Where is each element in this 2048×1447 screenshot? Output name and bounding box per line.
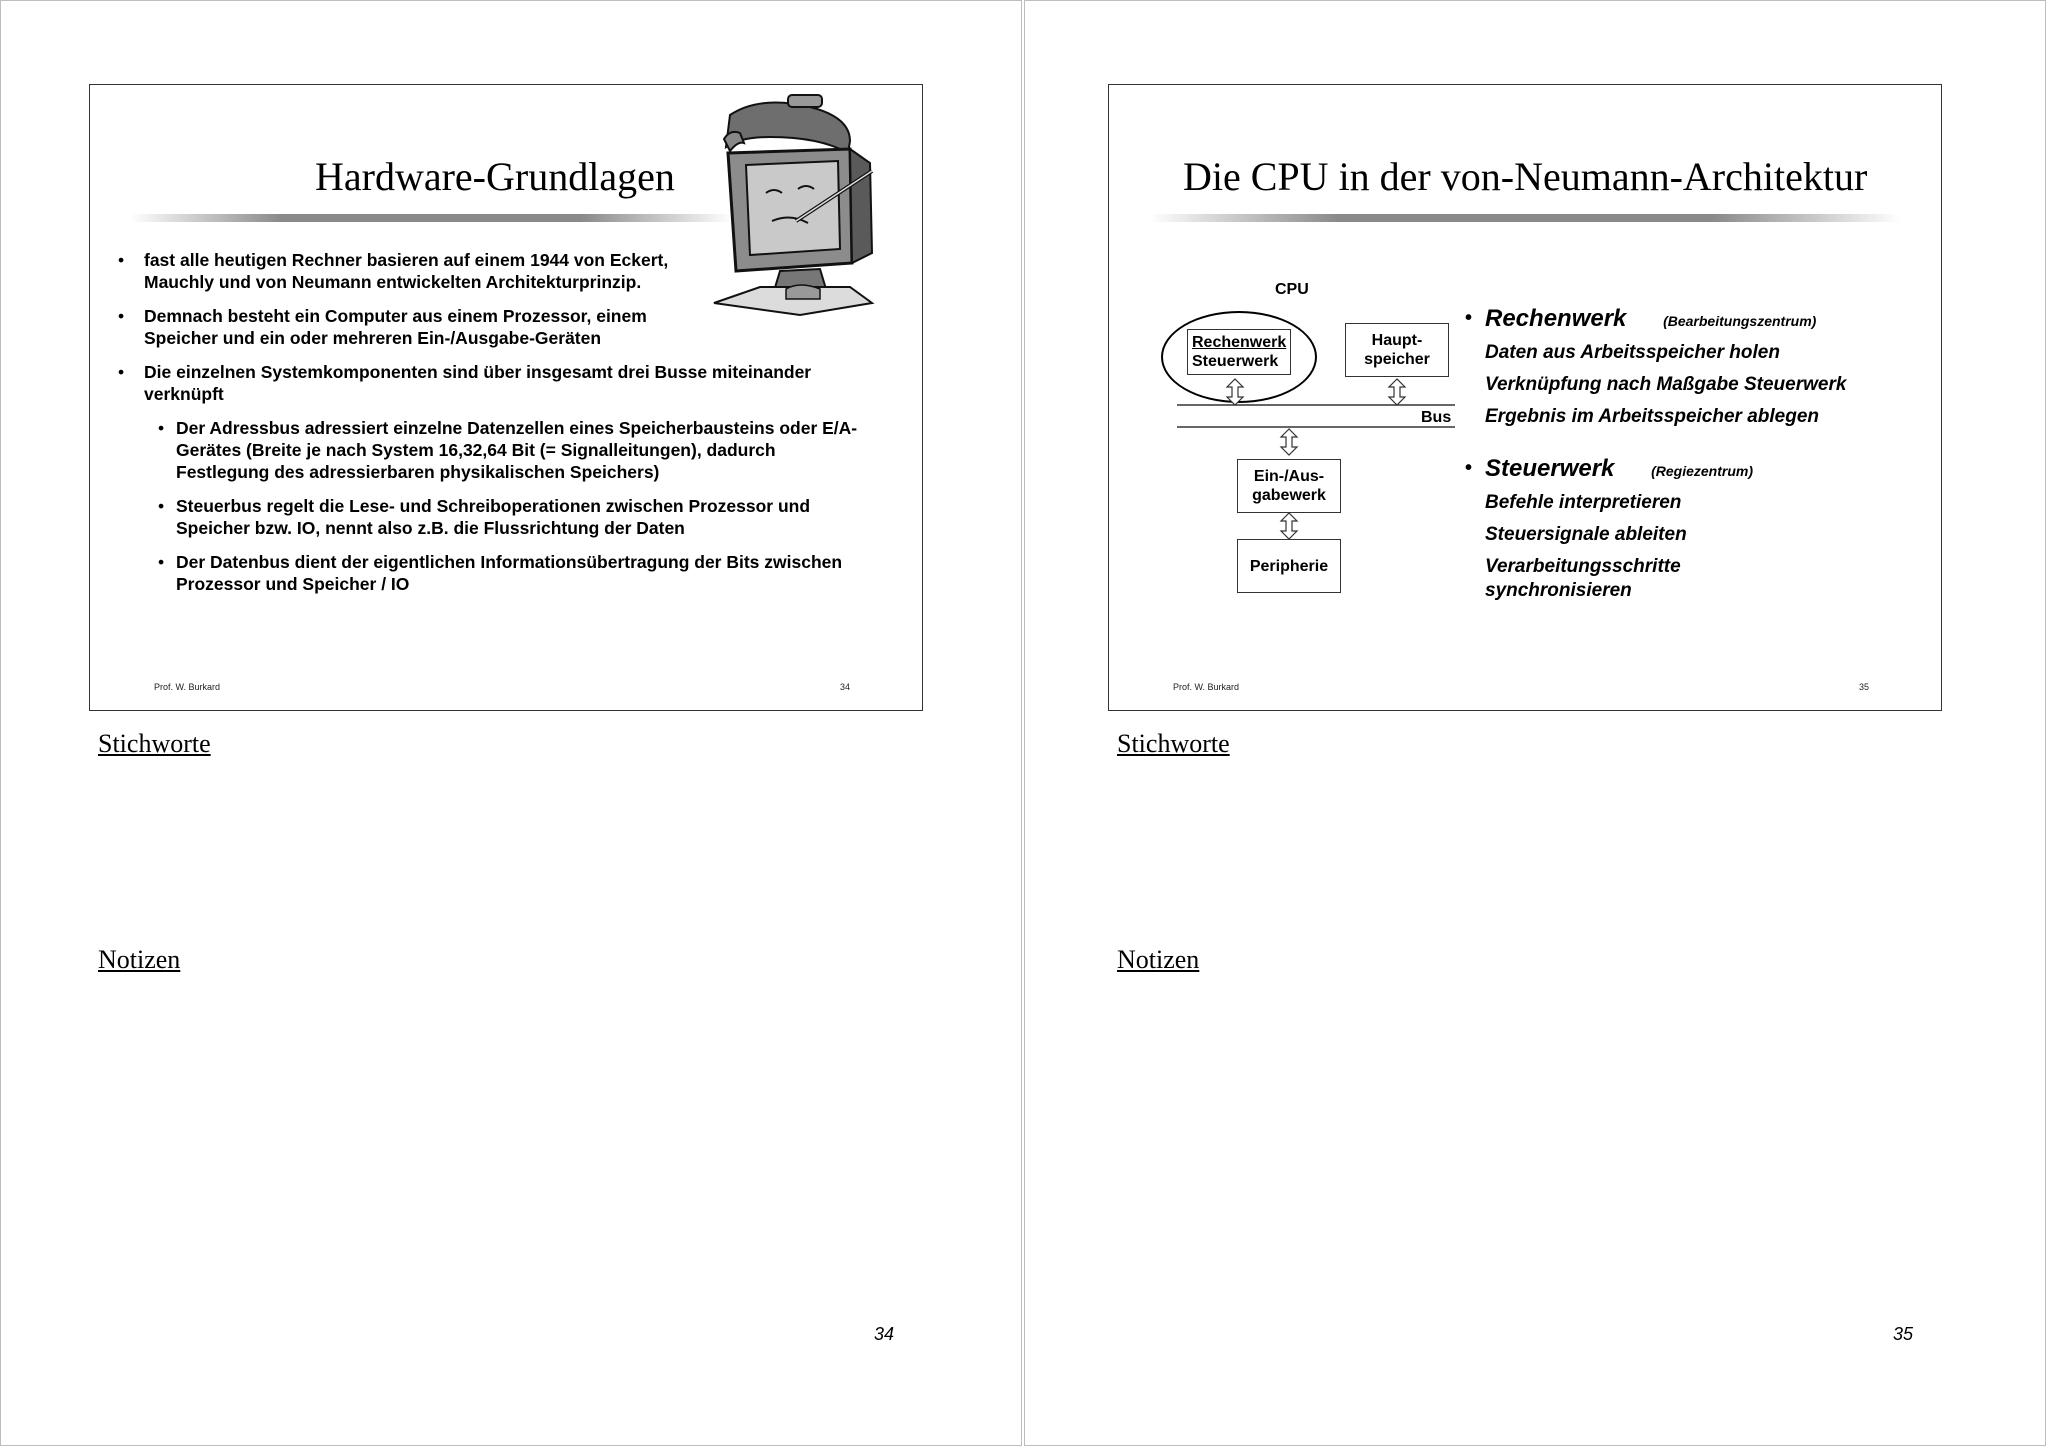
notizen-label: Notizen: [1117, 945, 1200, 974]
notizen-label: Notizen: [98, 945, 181, 974]
stichworte-label: Stichworte: [98, 729, 211, 758]
bus-label: Bus: [1421, 409, 1452, 426]
slide-cpu-von-neumann: [1108, 84, 1942, 711]
steuerwerk-heading: [1465, 455, 1925, 483]
steuerwerk-note: (Regiezentrum): [1651, 463, 1753, 479]
cpu-description: [1465, 305, 1925, 611]
sub-bullet-item: • Steuerbus regelt die Lese- und Schreiboperationen zwischen Prozessor und Speicher bzw. IO, nennt also z.B. die Flussrichtung der Daten: [158, 495, 866, 539]
steuerwerk-line: Verarbeitungsschritte synchronisieren: [1485, 556, 1681, 601]
handout-page-right: [1024, 0, 2046, 1446]
title-divider: [130, 214, 732, 222]
ein-ausgabewerk-box: Ein-/Aus- gabewerk: [1237, 459, 1341, 513]
cpu-label: CPU: [1275, 281, 1309, 298]
slide-title: Die CPU in der von-Neumann-Architektur: [1183, 154, 1868, 199]
title-divider: [1149, 214, 1901, 222]
rechenwerk-line: Daten aus Arbeitsspeicher holen: [1485, 342, 1780, 363]
steuerwerk-label: Steuerwerk: [1192, 353, 1279, 370]
slide-hardware-grundlagen: [89, 84, 923, 711]
steuerwerk-line: Befehle interpretieren: [1485, 492, 1682, 513]
rechenwerk-heading: [1465, 305, 1925, 333]
rechenwerk-line: Ergebnis im Arbeitsspeicher ablegen: [1485, 406, 1820, 427]
bullet-item: • fast alle heutigen Rechner basieren auf einem 1944 von Eckert, Mauchly und von Neumann entwickelten Architekturprinzip.: [114, 249, 699, 293]
bullet-item: • Die einzelnen Systemkomponenten sind über insgesamt drei Busse miteinander verknüpft: [114, 361, 879, 405]
handout-page-left: [0, 0, 1022, 1446]
hauptspeicher-box: Haupt- speicher: [1345, 323, 1449, 377]
rechenwerk-note: (Bearbeitungszentrum): [1663, 313, 1817, 329]
stichworte-label: Stichworte: [1117, 729, 1230, 758]
slide-title: Hardware-Grundlagen: [315, 154, 675, 199]
slide-footer-author: Prof. W. Burkard: [1173, 682, 1240, 692]
steuerwerk-line: Steuersignale ableiten: [1485, 524, 1687, 545]
sub-bullet-item: • Der Datenbus dient der eigentlichen Informationsübertragung der Bits zwischen Prozessor und Speicher / IO: [158, 551, 866, 595]
slide-footer-author: Prof. W. Burkard: [154, 682, 221, 692]
page-number: 34: [874, 1324, 895, 1344]
page-number: 35: [1893, 1324, 1914, 1344]
rechenwerk-line: Verknüpfung nach Maßgabe Steuerwerk: [1485, 374, 1847, 395]
cpu-architecture-diagram: [1165, 281, 1475, 601]
bullet-item: • Demnach besteht ein Computer aus einem Prozessor, einem Speicher und ein oder mehreren Ein-/Ausgabe-Geräten: [114, 305, 699, 349]
steuerwerk-heading-text: Steuerwerk: [1485, 455, 1615, 482]
sub-bullet-item: • Der Adressbus adressiert einzelne Datenzellen eines Speicherbausteins oder E/A-Gerätes (Breite je nach System 16,32,64 Bit (= Signalleitungen), dadurch Festlegung des adressierbaren physikalischen Speichers): [158, 417, 866, 483]
slide-footer-number: 35: [1858, 682, 1869, 692]
slide-footer-number: 34: [839, 682, 850, 692]
peripherie-box: Peripherie: [1237, 539, 1341, 593]
bullet-list: [114, 249, 894, 607]
rechenwerk-label: Rechenwerk: [1192, 334, 1287, 351]
rechenwerk-heading-text: Rechenwerk: [1485, 305, 1627, 332]
